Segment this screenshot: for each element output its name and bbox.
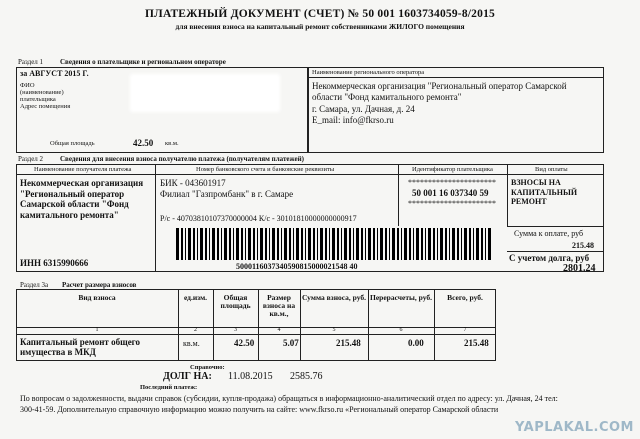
recipient-name: Некоммерческая организация "Региональный оператор Самарской области "Фонд камитального ремонта" bbox=[20, 178, 144, 220]
section3-label: Раздел 3а bbox=[20, 281, 49, 289]
section2-label: Раздел 2 bbox=[18, 155, 44, 163]
barcode-text: 5000116037340590815000021548 40 bbox=[236, 262, 358, 271]
billing-period: за АВГУСТ 2015 Г. bbox=[20, 69, 89, 78]
col-number: 6 bbox=[399, 327, 403, 333]
recipient-inn: ИНН 6315990666 bbox=[20, 258, 89, 268]
bank-bik: БИК - 043601917 bbox=[160, 178, 226, 188]
operator-text: Некоммерческая организация "Региональный оператор Самарской области "Фонд камитального ремонта" bbox=[312, 81, 567, 102]
footer-line-1: По вопросам о задолженности, выдачи справок (субсидии, купля-продажа) обращаться в информационно-аналитический отдел по адресу: ул. Дачная, 24 тел: bbox=[20, 394, 558, 403]
row-rate: 5.07 bbox=[283, 338, 299, 348]
operator-name-label: Наименование регионального оператора bbox=[312, 69, 425, 76]
section3-title: Расчет размера взносов bbox=[62, 281, 137, 289]
debt-date: 11.08.2015 bbox=[228, 371, 273, 382]
redacted-block bbox=[130, 74, 280, 112]
document-subtitle: для внесения взноса на капитальный ремонт собственниками ЖИЛОГО помещения bbox=[175, 22, 465, 31]
col-header-recalc: Перерасчеты, руб. bbox=[370, 293, 432, 302]
debt-on-label: ДОЛГ НА: bbox=[163, 371, 212, 382]
reference-label: Справочно: bbox=[190, 364, 225, 371]
id-header: Идентификатор плательщика bbox=[412, 166, 493, 173]
row-recalc: 0.00 bbox=[408, 338, 424, 348]
recipient-header: Наименование получателя платежа bbox=[34, 166, 132, 173]
footer-line-2: 300-41-59. Дополнительную справочную информацию можно получить на сайте: www.fkrso.ru «Региональный оператор Самарской области bbox=[20, 405, 499, 414]
area-label: Общая площадь bbox=[50, 140, 95, 147]
col-number: 5 bbox=[332, 327, 336, 333]
col-number: 3 bbox=[234, 327, 237, 333]
section2-title: Сведения для внесения взноса получателю платежа (получателям платежей) bbox=[60, 155, 304, 163]
operator-address: г. Самара, ул. Дачная, д. 24 bbox=[312, 104, 415, 114]
row-area: 42.50 bbox=[234, 338, 255, 348]
bank-branch: Филиал "Газпромбанк" в г. Самаре bbox=[160, 189, 294, 199]
debt-value: 2801.24 bbox=[563, 263, 596, 274]
bank-accounts: Р/с - 40703810107370000004 К/с - 30101810000000000917 bbox=[160, 214, 357, 223]
debt-label: С учетом долга, руб bbox=[509, 253, 590, 263]
sum-label: Сумма к оплате, руб bbox=[514, 229, 584, 238]
area-value: 42.50 bbox=[133, 138, 154, 148]
pay-type: ВЗНОСЫ НА КАПИТАЛЬНЫЙ РЕМОНТ bbox=[511, 178, 578, 206]
col-number: 2 bbox=[194, 327, 197, 333]
last-payment-label: Последний платеж: bbox=[140, 384, 198, 391]
barcode-gap bbox=[491, 228, 493, 260]
payer-label: плательщика bbox=[20, 96, 56, 103]
payment-barcode bbox=[176, 228, 494, 260]
sum-value: 215.48 bbox=[572, 241, 594, 250]
fio-label: ФИО bbox=[20, 82, 35, 89]
name-label: (наименование) bbox=[20, 89, 64, 96]
col-number: 7 bbox=[463, 327, 467, 333]
id-stars-bottom: ********************** bbox=[408, 199, 496, 208]
payer-id: 50 001 16 037340 59 bbox=[412, 188, 489, 198]
pay-type-header: Вид оплаты bbox=[535, 166, 568, 173]
row-sum: 215.48 bbox=[336, 338, 361, 348]
debt-amount: 2585.76 bbox=[290, 371, 323, 382]
col-header-sum: Сумма взноса, руб. bbox=[301, 293, 367, 302]
site-watermark: YAPLAKAL.COM bbox=[515, 420, 634, 435]
col-number: 4 bbox=[277, 327, 281, 333]
section1-title: Сведения о плательщике и региональном операторе bbox=[60, 58, 226, 66]
col-header-type: Вид взноса bbox=[78, 293, 116, 302]
address-label: Адрес помещения bbox=[20, 103, 71, 110]
id-stars-top: ********************** bbox=[408, 178, 496, 187]
col-header-area: Общая площадь bbox=[220, 293, 251, 310]
row-unit: кв.м. bbox=[183, 339, 200, 348]
col-number: 1 bbox=[95, 327, 99, 333]
col-header-total: Всего, руб. bbox=[447, 293, 483, 302]
operator-email: E_mail: info@fkrso.ru bbox=[312, 115, 394, 125]
col-header-rate: Размер взноса на кв.м., bbox=[262, 293, 296, 318]
section1-label: Раздел 1 bbox=[18, 58, 44, 66]
row-type: Капитальный ремонт общего имущества в МКД bbox=[20, 337, 141, 357]
row-total: 215.48 bbox=[464, 338, 489, 348]
col-header-unit: ед.изм. bbox=[183, 293, 208, 302]
bank-header: Номер банковского счета и банковские реквизиты bbox=[196, 166, 335, 173]
document-title: ПЛАТЕЖНЫЙ ДОКУМЕНТ (СЧЕТ) № 50 001 1603734059-8/2015 bbox=[145, 8, 495, 20]
area-unit: кв.м. bbox=[165, 140, 179, 147]
